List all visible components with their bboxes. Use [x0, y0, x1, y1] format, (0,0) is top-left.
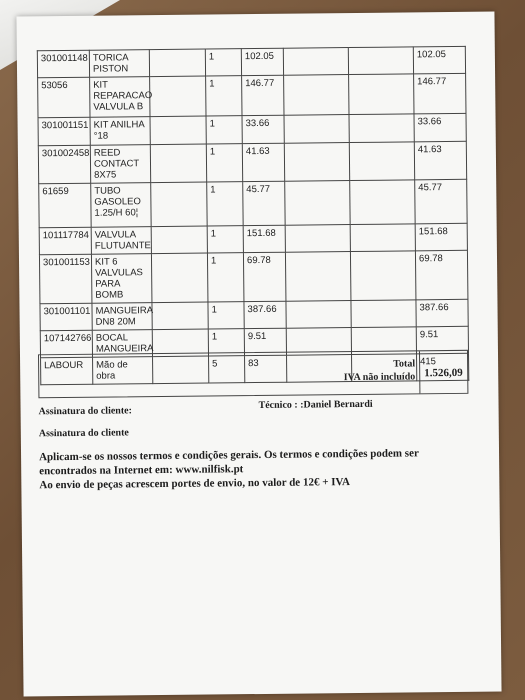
quantity: 1: [206, 144, 242, 182]
part-code: 301002458: [38, 145, 90, 184]
part-code: 301001101: [40, 303, 92, 331]
description: REED CONTACT 8X75: [90, 145, 150, 184]
unit-price: 41.63: [242, 143, 284, 181]
blank-cell: [350, 180, 415, 225]
line-total: 41.63: [414, 141, 466, 180]
quantity: 1: [208, 329, 244, 356]
part-code: 301001148: [37, 50, 89, 78]
table-row: [39, 250, 467, 303]
quantity: 1: [207, 253, 244, 302]
totals-box: [38, 350, 468, 399]
quantity: 1: [205, 49, 241, 76]
line-total: 415: [417, 353, 469, 381]
line-total: 69.78: [415, 250, 468, 300]
blank-cell: [286, 301, 351, 329]
description: KIT ANILHA °18: [90, 117, 150, 146]
blank-cell: [351, 300, 416, 328]
part-code: 53056: [38, 77, 90, 118]
part-code: 301001153: [39, 254, 92, 304]
blank-cell: [150, 116, 206, 145]
blank-cell: [284, 143, 349, 182]
quantity: 1: [207, 182, 243, 226]
blank-cell: [151, 253, 208, 303]
part-code: 301001151: [38, 117, 90, 146]
line-total: 45.77: [415, 179, 467, 224]
blank-cell: [285, 252, 351, 302]
part-code: LABOUR: [41, 357, 93, 385]
blank-cell: [150, 76, 206, 117]
blank-cell: [150, 144, 206, 183]
description: BOCAL MANGUEIRA: [92, 330, 152, 358]
totals-divider: [419, 351, 420, 393]
unit-price: 151.68: [243, 225, 285, 252]
blank-cell: [350, 251, 416, 301]
quantity: 1: [206, 116, 242, 144]
terms-line-3: Ao envio de peças acrescem portes de envio, no valor de 12€ + IVA: [39, 476, 350, 492]
unit-price: 69.78: [243, 252, 286, 301]
terms-line-2: encontrados na Internet em: www.nilfisk.pt: [39, 463, 244, 478]
blank-cell: [349, 114, 414, 143]
part-code: 101117784: [39, 227, 91, 255]
description: KIT 6 VALVULAS PARA BOMB: [91, 254, 152, 304]
blank-cell: [283, 48, 348, 76]
total-value: 1.526,09: [424, 366, 463, 380]
table-row: [38, 73, 466, 117]
line-total: 387.66: [416, 299, 468, 327]
unit-price: 9.51: [244, 328, 286, 355]
total-label: Total IVA não incluído: [343, 358, 416, 384]
table-row: [39, 179, 467, 227]
technician-name: Técnico : :Daniel Bernardi: [258, 398, 373, 412]
blank-cell: [151, 182, 207, 227]
blank-cell: [349, 142, 414, 181]
table-row: [38, 141, 466, 183]
parts-table: [37, 46, 469, 385]
unit-price: 387.66: [244, 301, 286, 328]
line-total: 146.77: [414, 73, 466, 114]
description: TUBO GASOLEO 1.25/H 60¦: [91, 183, 151, 228]
unit-price: 33.66: [242, 115, 284, 143]
unit-price: 83: [245, 355, 287, 382]
quantity: 1: [206, 76, 242, 116]
description: Mão de obra: [93, 357, 153, 385]
blank-cell: [152, 302, 208, 330]
blank-cell: [149, 49, 205, 77]
blank-cell: [285, 225, 350, 253]
line-total: 9.51: [416, 326, 468, 354]
unit-price: 45.77: [243, 181, 285, 225]
line-total: 33.66: [414, 113, 466, 142]
signature-label-2: Assinatura do cliente: [38, 427, 129, 440]
quantity: 1: [208, 302, 244, 329]
blank-cell: [350, 224, 415, 252]
unit-price: 146.77: [242, 75, 284, 115]
quantity: 1: [207, 226, 243, 253]
unit-price: 102.05: [241, 48, 283, 75]
description: MANGUEIRA DN8 20M: [92, 303, 152, 331]
blank-cell: [349, 74, 414, 115]
blank-cell: [284, 115, 349, 144]
description: VALVULA FLUTUANTE: [91, 227, 151, 255]
blank-cell: [285, 181, 350, 226]
blank-cell: [284, 75, 349, 116]
description: KIT REPARACAO VALVULA B: [90, 77, 150, 118]
part-code: 61659: [39, 183, 91, 228]
line-total: 102.05: [413, 46, 465, 74]
description: TORICA PISTON: [89, 50, 149, 78]
terms-text: [39, 446, 479, 493]
line-total: 151.68: [415, 223, 467, 251]
terms-line-1: Aplicam-se os nossos termos e condições gerais. Os termos e condições podem ser: [39, 447, 419, 464]
blank-cell: [151, 226, 207, 254]
invoice-page: [16, 12, 501, 697]
signature-label: Assinatura do cliente:: [38, 405, 132, 418]
blank-cell: [348, 47, 413, 75]
quantity: 5: [209, 356, 245, 383]
part-code: 107142766: [40, 330, 92, 358]
table-row: [38, 113, 466, 145]
